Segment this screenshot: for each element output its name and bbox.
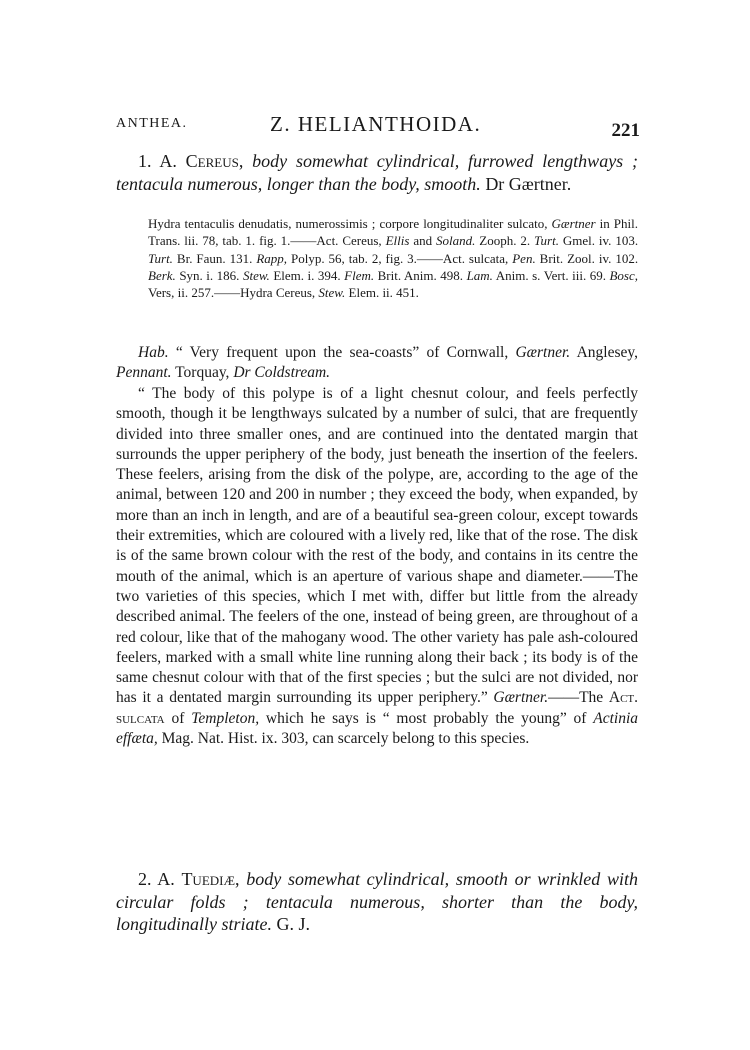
syn-author: Gærtner	[551, 216, 596, 231]
species-1-synonymy	[148, 215, 638, 301]
habitat-text: “ Very frequent upon the sea-coasts” of Cornwall,	[175, 344, 509, 361]
species-1-authority: Dr Gærtner.	[485, 173, 572, 194]
syn-text: Brit. Anim. 498.	[377, 267, 464, 283]
syn-author: Soland.	[436, 233, 476, 249]
syn-text: Syn. i. 186.	[179, 267, 240, 283]
species-1-habitat	[116, 343, 638, 384]
syn-text: Vers, ii. 257.——Hydra Cereus,	[148, 285, 316, 301]
syn-author: Turt.	[534, 233, 559, 249]
syn-text: Hydra tentaculis denudatis, numerossimis ; corpore longitudinaliter sulcato,	[148, 216, 548, 231]
syn-text: Elem. i. 394.	[273, 267, 341, 283]
syn-author: Turt.	[148, 250, 173, 266]
species-1-name: Cereus,	[185, 151, 244, 171]
habitat-label: Hab.	[138, 344, 169, 361]
syn-author: Bosc,	[609, 267, 639, 283]
syn-author: Berk.	[148, 267, 176, 283]
syn-text: in Phil. Trans. lii. 78, tab. 1. fig. 1.——Act. Cereus,	[148, 216, 638, 249]
species-1-description	[116, 384, 638, 749]
species-2-diagnosis: body somewhat cylindrical, smooth or wrinkled with circular folds ; tentacula numerous, shorter than the body, longitudinally striate.	[116, 869, 639, 934]
syn-author: Stew.	[318, 285, 346, 301]
syn-text: Polyp. 56, tab. 2, fig. 3.——Act. sulcata,	[291, 250, 509, 266]
description-species: Act. sulcata	[116, 689, 639, 727]
description-species: Actinia effæta,	[116, 709, 639, 748]
syn-author: Rapp,	[256, 250, 288, 266]
syn-text: Anim. s. Vert. iii. 69.	[495, 267, 606, 283]
species-2-authority: G. J.	[276, 914, 311, 934]
syn-author: Stew.	[242, 267, 270, 283]
species-1-heading	[116, 150, 638, 195]
syn-author: Lam.	[466, 267, 493, 283]
description-text: ——The	[548, 689, 604, 707]
species-2-number: 2. A.	[138, 869, 175, 889]
syn-text: Brit. Zool. iv. 102.	[539, 250, 639, 266]
habitat-author: Dr Coldstream.	[233, 364, 331, 382]
species-1-diagnosis: body somewhat cylindrical, furrowed lengthways ; tentacula numerous, longer than the body, smooth.	[116, 151, 638, 194]
page-number: 221	[611, 120, 640, 141]
syn-text: Zooph. 2.	[479, 233, 531, 249]
species-2-heading	[116, 868, 638, 936]
syn-text: Br. Faun. 131.	[176, 250, 253, 266]
habitat-author: Pennant.	[116, 364, 172, 382]
running-head-section: Z. HELIANTHOIDA.	[270, 112, 482, 136]
habitat-text: Torquay,	[175, 364, 230, 382]
syn-text: Gmel. iv. 103.	[562, 233, 639, 249]
description-text: of	[171, 709, 185, 727]
description-author: Templeton,	[191, 709, 260, 727]
habitat-author: Gærtner.	[515, 344, 571, 361]
description-text: “ The body of this polype is of a light chesnut colour, and feels perfectly smooth, though it be lengthways sulcated by a number of sulci, that are frequently divided into three smaller ones, and are continued into the dentated margin that surrounds the upper periphery of the body, just beneath the insertion of the feelers. These feelers, arising from the disk of the polype, are, according to the age of the animal, between 120 and 200 in number ; they exceed the body, when expanded, by more than an inch in length, and are of a beautiful sea-green colour, except towards their extremities, which are coloured with a lively red, like that of the rose. The disk is of the same brown colour with the rest of the body, and contains in its centre the mouth of the animal, which is an aperture of various shape and diameter.——The two varieties of this species, which I met with, differ but little from the already described animal. The feelers of the one, instead of being green, are throughout of a red colour, like that of the mahogany wood. The other variety has pale ash-coloured feelers, marked with a small white line running along their back ; its body is of the same chesnut colour with that of the first species ; but the sulci are not divided, nor has it a dentated margin surrounding its upper periphery.”	[116, 385, 638, 707]
syn-author: Pen.	[512, 250, 536, 266]
description-text: which he says is “ most probably the young” of	[265, 709, 587, 727]
habitat-text: Anglesey,	[576, 344, 638, 361]
syn-text: and	[413, 233, 433, 249]
species-1-number: 1. A.	[138, 151, 177, 171]
syn-author: Ellis	[385, 233, 410, 249]
syn-author: Flem.	[344, 267, 375, 283]
description-author: Gærtner.	[493, 689, 549, 707]
running-head-genus: ANTHEA.	[116, 116, 188, 131]
running-head	[116, 112, 640, 142]
syn-text: Elem. ii. 451.	[348, 285, 419, 301]
description-text: Mag. Nat. Hist. ix. 303, can scarcely belong to this species.	[161, 730, 530, 748]
species-2-name: Tuediæ,	[181, 869, 240, 889]
